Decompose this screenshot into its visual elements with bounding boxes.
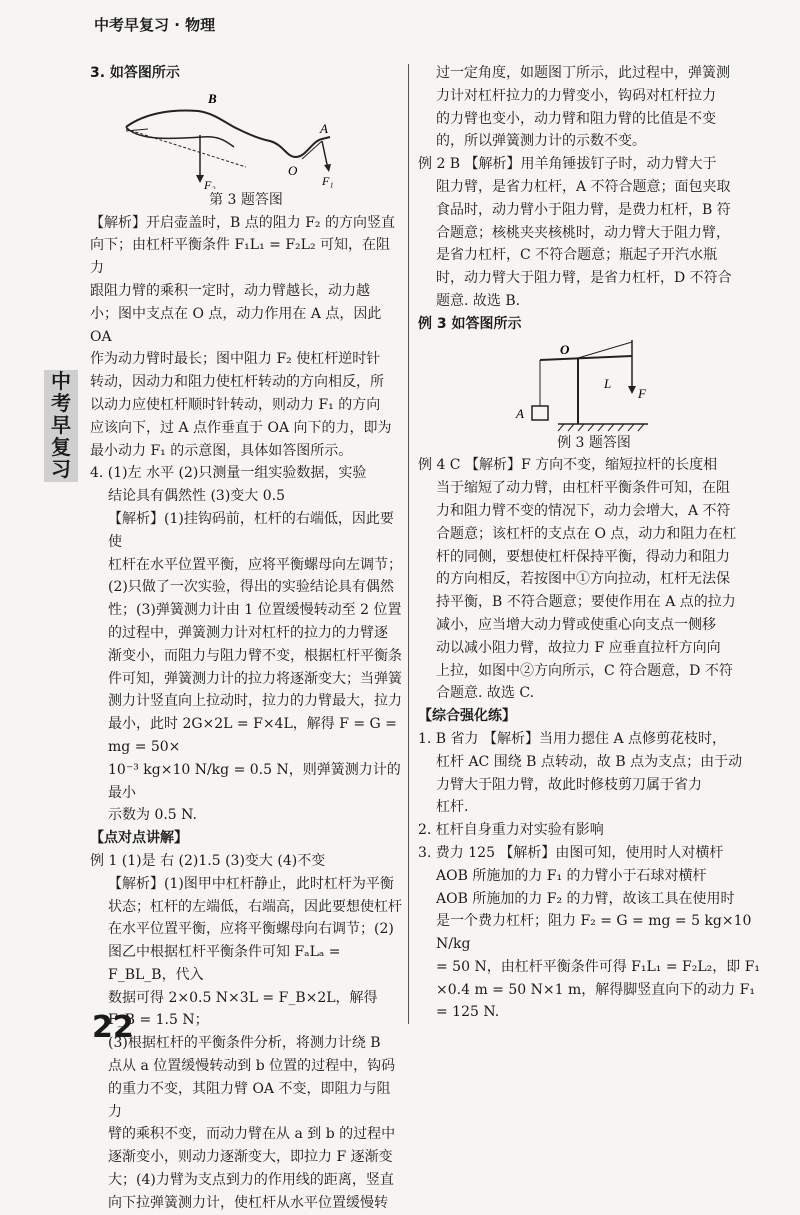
text-line: 的力臂也变小，动力臂和阻力臂的比值是不变 [436,110,716,127]
fig-ex3-label-a: A [516,405,524,421]
example-1 [90,850,402,1215]
section-heading-comprehensive: 【综合强化练】 [418,708,516,725]
text-line: 的重力不变，其阻力臂 OA 不变，即阻力与阻力 [108,1080,391,1120]
text-line: 结论具有偶然性 (3)变大 0.5 [108,488,285,505]
example-2 [418,153,770,313]
text-line: 当于缩短了动力臂，由杠杆平衡条件可知，在阻 [436,480,730,497]
fig-ex3-label-o: O [560,341,570,357]
text-line: 小；图中支点在 O 点，动力作用在 A 点，因此 OA [90,305,382,345]
text-line: 是一个费力杠杆；阻力 F₂ = G = mg = 5 kg×10 N/kg [436,913,752,953]
q3-heading: 3. 如答图所示 [90,65,180,81]
text-line: 动以减小阻力臂，故拉力 F 应垂直拉杆方向向 [436,639,721,656]
fig3-label-f1: F₁ [322,173,334,188]
text-line: 渐变小，而阻力与阻力臂不变，根据杠杆平衡条 [108,647,402,664]
text-line: 时，动力臂大于阻力臂，是省力杠杆，D 不符合 [436,270,732,287]
text-line: 过一定角度，如题图丁所示，此过程中，弹簧测 [436,65,730,81]
text-line: AOB 所施加的力 F₁ 的力臂小于石球对横杆 [436,867,707,884]
text-line: 大；(4)力臂为支点到力的作用线的距离，竖直 [108,1172,394,1189]
text-line: 【解析】(1)挂钩码前，杠杆的右端低，因此要使 [108,510,394,550]
text-line: 力计对杠杆拉力的力臂变小，钩码对杠杆拉力 [436,87,716,104]
practice-q3 [418,842,770,1024]
fig-ex3-label-f: F [638,385,646,401]
text-line: 10⁻³ kg×10 N/kg = 0.5 N，则弹簧测力计的最小 [108,761,401,801]
column-divider [408,64,409,1024]
text-line: 件可知，弹簧测力计的拉力将逐渐变大；当弹簧 [108,670,402,687]
text-line: AOB 所施加的力 F₂ 的力臂，故该工具在使用时 [436,890,735,907]
text-line: 杆的同侧，要想使杠杆保持平衡，得动力和阻力 [436,548,730,565]
text-line: 点从 a 位置缓慢转动到 b 位置的过程中，钩码 [108,1058,396,1075]
text-line: 力和阻力臂不变的情况下，动力会增大，A 不符 [436,502,731,519]
text-line: 合题意；该杠杆的支点在 O 点，动力和阻力在杠 [436,525,737,542]
text-line: 向下拉弹簧测力计，使杠杆从水平位置缓慢转 [108,1194,388,1211]
text-line: 最小动力 F₁ 的示意图，具体如答图所示。 [90,442,353,459]
text-line: 力臂大于阻力臂，故此时修枝剪刀属于省力 [436,776,702,793]
text-line: 是省力杠杆，C 不符合题意；瓶起子开汽水瓶 [436,247,718,264]
fig3-label-a: A [320,120,328,136]
side-tab-char: 习 [51,457,71,481]
text-line: 【解析】开启壶盖时，B 点的阻力 F₂ 的方向竖直 [90,214,395,231]
text-line: 最小，此时 2G×2L = F×4L，解得 F = G = mg = 50× [108,716,397,755]
practice-q1 [418,728,770,819]
text-line: 臂的乘积不变，而动力臂在从 a 到 b 的过程中 [108,1126,396,1143]
side-tab-char: 中 [51,369,71,393]
text-line: 食品时，动力臂小于阻力臂，是费力杠杆，B 符 [436,201,731,218]
text-line: 持平衡，B 不符合题意；要使作用在 A 点的拉力 [436,594,736,611]
text-line: 作为动力臂时最长；图中阻力 F₂ 使杠杆逆时针 [90,351,381,368]
text-line: 杠杆在水平位置平衡，应将平衡螺母向左调节； [108,556,402,573]
text-line: 上拉，如图中②方向所示，C 符合题意，D 不符 [436,662,733,679]
running-header: 中考早复习 · 物理 [94,16,216,34]
text-line: 合题意. 故选 C. [436,685,535,702]
figure-q3 [90,85,402,189]
text-line: 逐渐变小，则动力逐渐变大，即拉力 F 逐渐变 [108,1149,393,1166]
text-line: 减小，应当增大动力臂或使重心向支点一侧移 [436,616,716,633]
example-3-heading: 例 3 如答图所示 [418,315,522,332]
text-line: 的方向相反，若按图中①方向拉动，杠杆无法保 [436,571,730,588]
text-line: 的，所以弹簧测力计的示数不变。 [436,133,646,150]
text-line: 题意. 故选 B. [436,292,521,309]
example-1-continued [418,62,770,153]
figure-example-3-caption: 例 3 题答图 [557,434,631,451]
left-column [90,62,402,1215]
kettle-lever-diagram [90,85,402,189]
text-line: 例 2 B 【解析】用羊角锤拔钉子时，动力臂大于 [418,156,717,173]
q3-explanation [90,212,402,463]
figure-q3-caption: 第 3 题答图 [209,191,283,208]
example-4 [418,454,770,705]
fig3-label-b: B [208,90,217,106]
crane-lever-diagram [418,336,770,432]
text-line: 在水平位置平衡，应将平衡螺母向右调节；(2) [108,921,394,938]
text-line: 的过程中，弹簧测力计对杠杆的拉力的力臂逐 [108,624,388,641]
text-line: 3. 费力 125 【解析】由图可知，使用时人对横杆 [418,844,724,861]
fig3-label-f2: F₂ [204,177,216,189]
text-line: 应该向下，过 A 点作垂直于 OA 向下的力，即为 [90,419,392,436]
text-line: 杠杆. [436,799,469,816]
text-line: 测力计竖直向上拉动时，拉力的力臂最大，拉力 [108,693,402,710]
text-line: (3)根据杠杆的平衡条件分析，将测力计绕 B [108,1035,381,1052]
text-line: 性；(3)弹簧测力计由 1 位置缓慢转动至 2 位置 [108,602,402,619]
text-line: 转动，因动力和阻力使杠杆转动的方向相反，所 [90,374,384,391]
text-line: 杠杆 AC 围绕 B 点转动，故 B 点为支点；由于动 [436,753,743,770]
right-column [418,62,770,1024]
section-heading-point-to-point: 【点对点讲解】 [90,830,188,847]
text-line: 以动力应使杠杆顺时针转动，则动力 F₁ 的方向 [90,396,381,413]
fig-ex3-label-l: L [604,375,612,391]
text-line: 1. B 省力 【解析】当用力摁住 A 点修剪花枝时， [418,730,727,747]
q4-answer [90,462,402,827]
fig3-label-o: O [288,162,298,178]
figure-example-3 [418,336,770,432]
text-line: (2)只做了一次实验，得出的实验结论具有偶然 [108,579,394,596]
practice-q2: 2. 杠杆自身重力对实验有影响 [418,822,604,839]
text-line: 向下；由杠杆平衡条件 F₁L₁ = F₂L₂ 可知，在阻力 [90,237,391,277]
text-line: 合题意；核桃夹夹核桃时，动力臂大于阻力臂， [436,224,730,241]
text-line: 状态；杠杆的左端低，右端高，因此要想使杠杆 [108,898,402,915]
side-tab-char: 早 [51,413,71,437]
text-line: ×0.4 m = 50 N×1 m，解得脚竖直向下的动力 F₁ [436,981,756,998]
text-line: 数据可得 2×0.5 N×3L = F_B×2L，解得 F_B = 1.5 N； [108,989,378,1029]
page-number: 22 [92,1010,134,1045]
text-line: = 125 N. [436,1004,500,1021]
text-line: 例 4 C 【解析】F 方向不变，缩短拉杆的长度相 [418,457,718,474]
text-line: 4. (1)左 水平 (2)只测量一组实验数据，实验 [90,465,367,482]
text-line: = 50 N，由杠杆平衡条件可得 F₁L₁ = F₂L₂，即 F₁ [436,958,761,975]
text-line: 阻力臂，是省力杠杆，A 不符合题意；面包夹取 [436,178,731,195]
text-line: 例 1 (1)是 右 (2)1.5 (3)变大 (4)不变 [90,852,326,869]
text-line: 跟阻力臂的乘积一定时，动力臂越长，动力越 [90,282,370,299]
text-line: 【解析】(1)图甲中杠杆静止，此时杠杆为平衡 [108,875,394,892]
text-line: 图乙中根据杠杆平衡条件可知 FₐLₐ = F_BL_B，代入 [108,944,341,983]
side-tab-char: 复 [51,435,71,459]
side-tab-char: 考 [51,391,71,415]
text-line: 示数为 0.5 N. [108,807,197,824]
side-tab [44,370,78,482]
